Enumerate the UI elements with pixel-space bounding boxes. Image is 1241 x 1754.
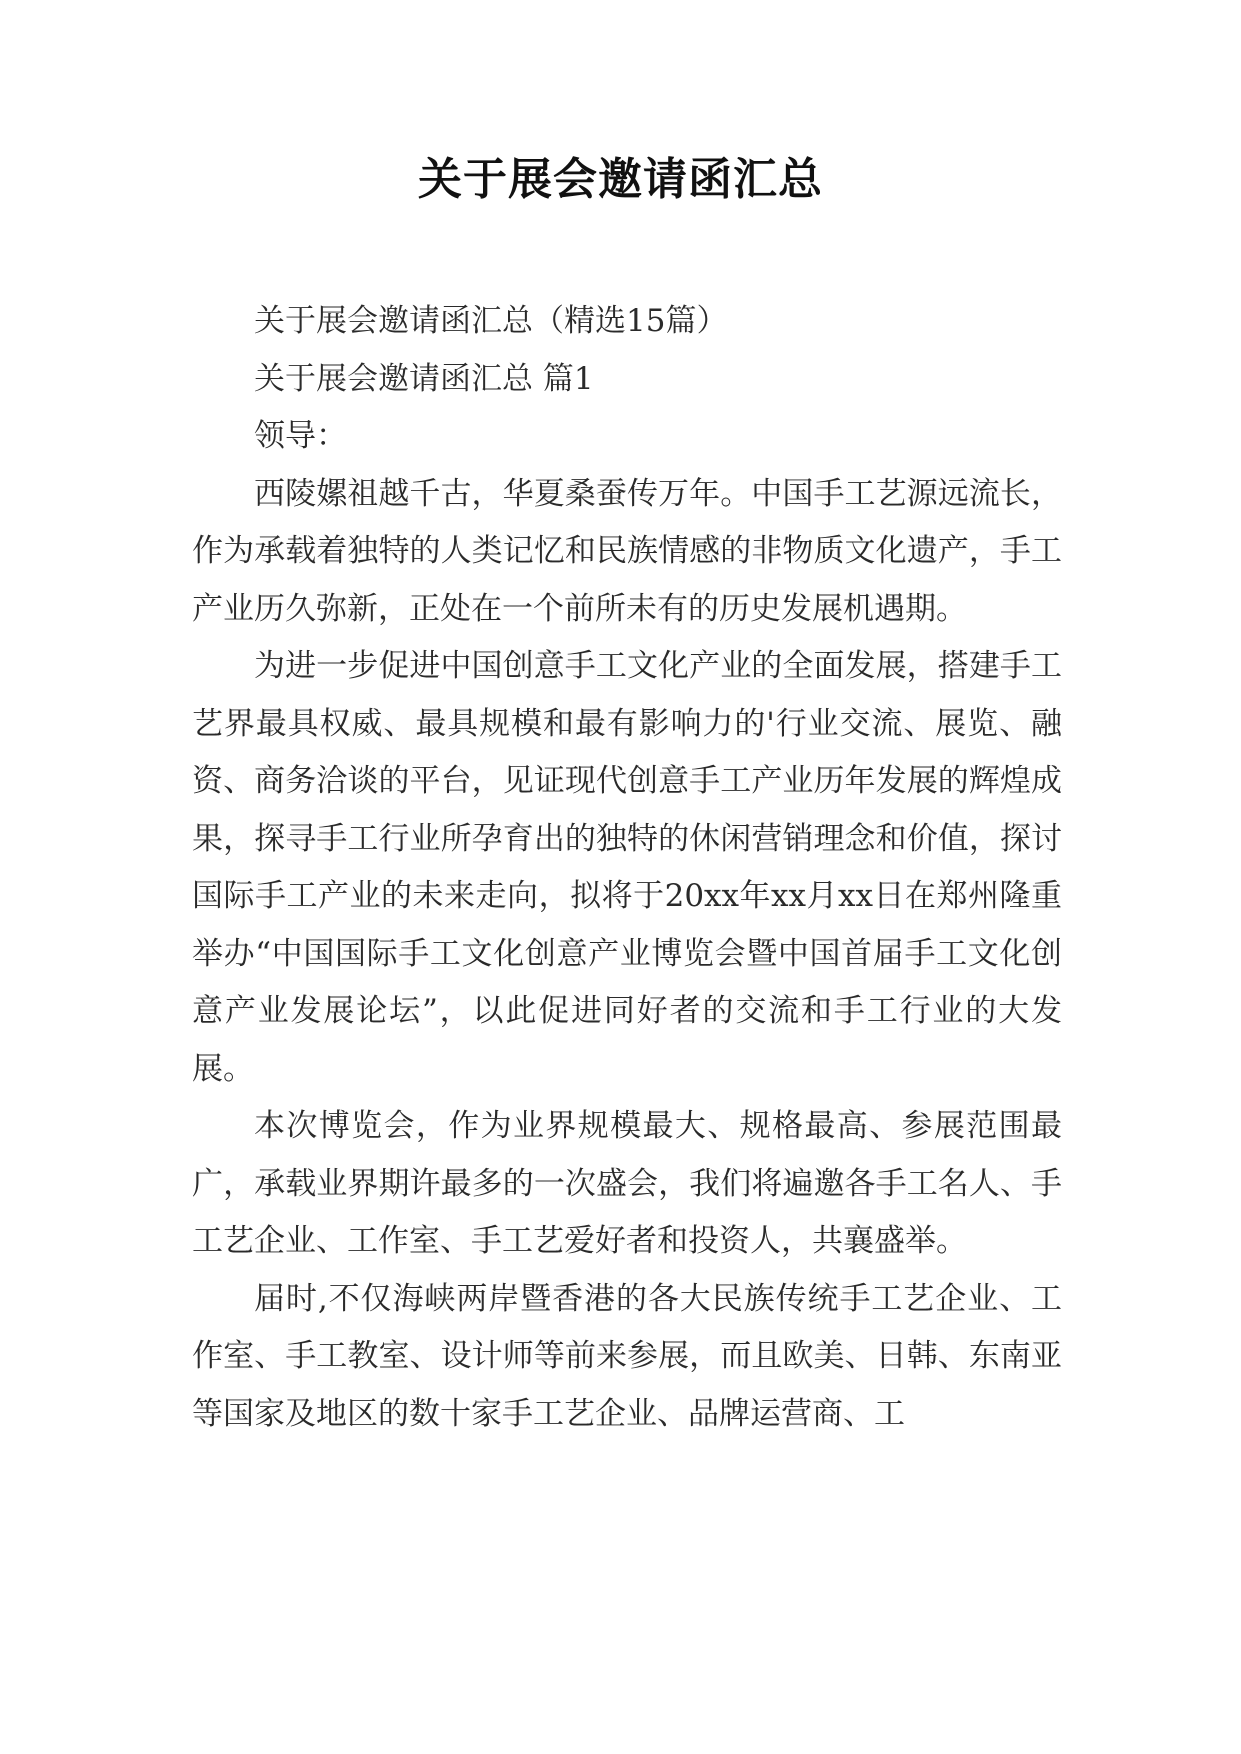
body-paragraph: 届时,不仅海峡两岸暨香港的各大民族传统手工艺企业、工作室、手工教室、设计师等前来参展，而且欧美、日韩、东南亚等国家及地区的数十家手工艺企业、品牌运营商、工 (192, 1280, 1062, 1432)
section-heading: 关于展会邀请函汇总 篇1 (254, 360, 594, 397)
subtitle-paragraph: 关于展会邀请函汇总（精选15篇） (254, 303, 728, 339)
document-title: 关于展会邀请函汇总 (418, 154, 823, 205)
salutation: 领导： (254, 418, 347, 454)
body-paragraph: 为进一步促进中国创意手工文化产业的全面发展，搭建手工艺界最具权威、最具规模和最有影响力的'行业交流、展览、融资、商务洽谈的平台，见证现代创意手工产业历年发展的辉煌成果，探寻手工行业所孕育出的独特的休闲营销理念和价值，探讨国际手工产业的未来走向，拟将于20xx年xx月xx日在郑州隆重举办“中国国际手工文化创意产业博览会暨中国首届手工文化创意产业发展论坛”，以此促进同好者的交流和手工行业的大发展。 (192, 648, 1062, 1087)
body-paragraph: 本次博览会，作为业界规模最大、规格最高、参展范围最广，承载业界期许最多的一次盛会，我们将遍邀各手工名人、手工艺企业、工作室、手工艺爱好者和投资人，共襄盛举。 (192, 1108, 1062, 1259)
document-body (192, 293, 1062, 1443)
body-paragraph: 西陵嫘祖越千古，华夏桑蚕传万年。中国手工艺源远流长，作为承载着独特的人类记忆和民族情感的非物质文化遗产，手工产业历久弥新，正处在一个前所未有的历史发展机遇期。 (192, 475, 1062, 627)
